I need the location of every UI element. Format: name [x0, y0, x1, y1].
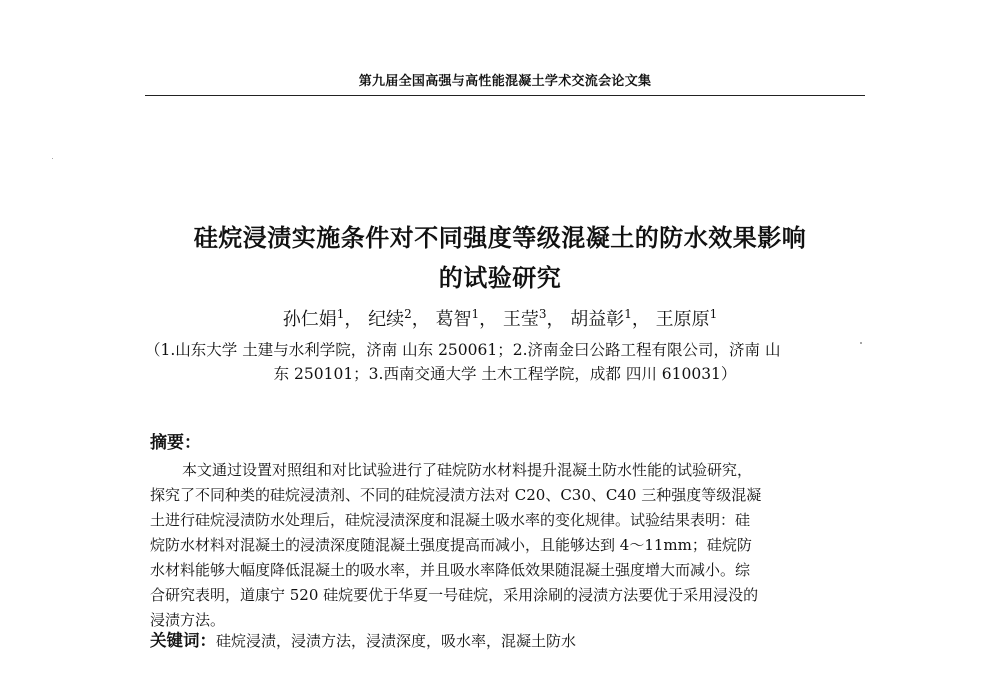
affiliation-mark: 1: [471, 307, 480, 321]
author-separator: ，: [631, 309, 650, 330]
affiliation-mark: 1: [336, 307, 345, 321]
abstract-line: 烷防水材料对混凝土的浸渍深度随混凝土强度提高而减小，且能够达到 4～11mm；硅烷防: [150, 536, 752, 554]
paper-title-line-2: 的试验研究: [438, 264, 562, 292]
abstract-line: 土进行硅烷浸渍防水处理后，硅烷浸渍深度和混凝土吸水率的变化规律。试验结果表明：硅: [150, 511, 751, 529]
abstract-line: 合研究表明，道康宁 520 硅烷要优于华夏一号硅烷，采用涂刷的浸渍方法要优于采用浸没的: [150, 586, 759, 604]
author: 孙仁娟$^1$: [282, 307, 345, 330]
header-rule: [145, 95, 865, 96]
author-separator: ，: [479, 309, 498, 330]
author: 纪续$^2$: [368, 307, 412, 330]
affiliation-line: 东 250101；3.西南交通大学 土木工程学院，成都 四川 610031）: [273, 365, 737, 383]
affiliation-mark: 1: [709, 307, 718, 321]
author: 王原原$^1$: [655, 307, 718, 330]
affiliation-mark: 1: [624, 307, 632, 321]
abstract-heading: 摘要：: [150, 433, 201, 453]
affiliations: [145, 338, 865, 386]
abstract-line: 浸渍方法。: [150, 611, 226, 629]
keywords-text: 硅烷浸渍，浸渍方法，浸渍深度，吸水率，混凝土防水: [216, 632, 577, 650]
scan-speck: [860, 342, 862, 344]
paper-title-line-1: 硅烷浸渍实施条件对不同强度等级混凝土的防水效果影响: [193, 224, 807, 252]
author-separator: ，: [546, 309, 565, 330]
affiliation-line: （1.山东大学 土建与水利学院，济南 山东 250061；2.济南金曰公路工程有限公司，济南 山: [145, 341, 781, 359]
author: 葛智$^1$: [435, 307, 480, 330]
abstract-body: [150, 458, 862, 633]
affiliation-mark: 2: [404, 307, 412, 321]
author: 王莹$^3$: [502, 307, 547, 330]
author-separator: ，: [411, 309, 430, 330]
running-header: 第九届全国高强与高性能混凝土学术交流会论文集: [358, 74, 652, 89]
author-separator: ，: [344, 309, 363, 330]
author: 胡益彰$^1$: [570, 307, 632, 330]
scan-speck: [52, 158, 53, 159]
paper-title: [120, 218, 880, 298]
abstract-line: 水材料能够大幅度降低混凝土的吸水率，并且吸水率降低效果随混凝土强度增大而减小。综: [150, 561, 751, 579]
abstract-line: 探究了不同种类的硅烷浸渍剂、不同的硅烷浸渍方法对 C20、C30、C40 三种强度等级混凝: [150, 486, 762, 504]
abstract-line: 本文通过设置对照组和对比试验进行了硅烷防水材料提升混凝土防水性能的试验研究，: [182, 461, 753, 479]
affiliation-mark: 3: [538, 307, 547, 321]
author-list: [140, 308, 860, 332]
keywords: [150, 630, 576, 652]
keywords-label: 关键词：: [150, 631, 216, 650]
